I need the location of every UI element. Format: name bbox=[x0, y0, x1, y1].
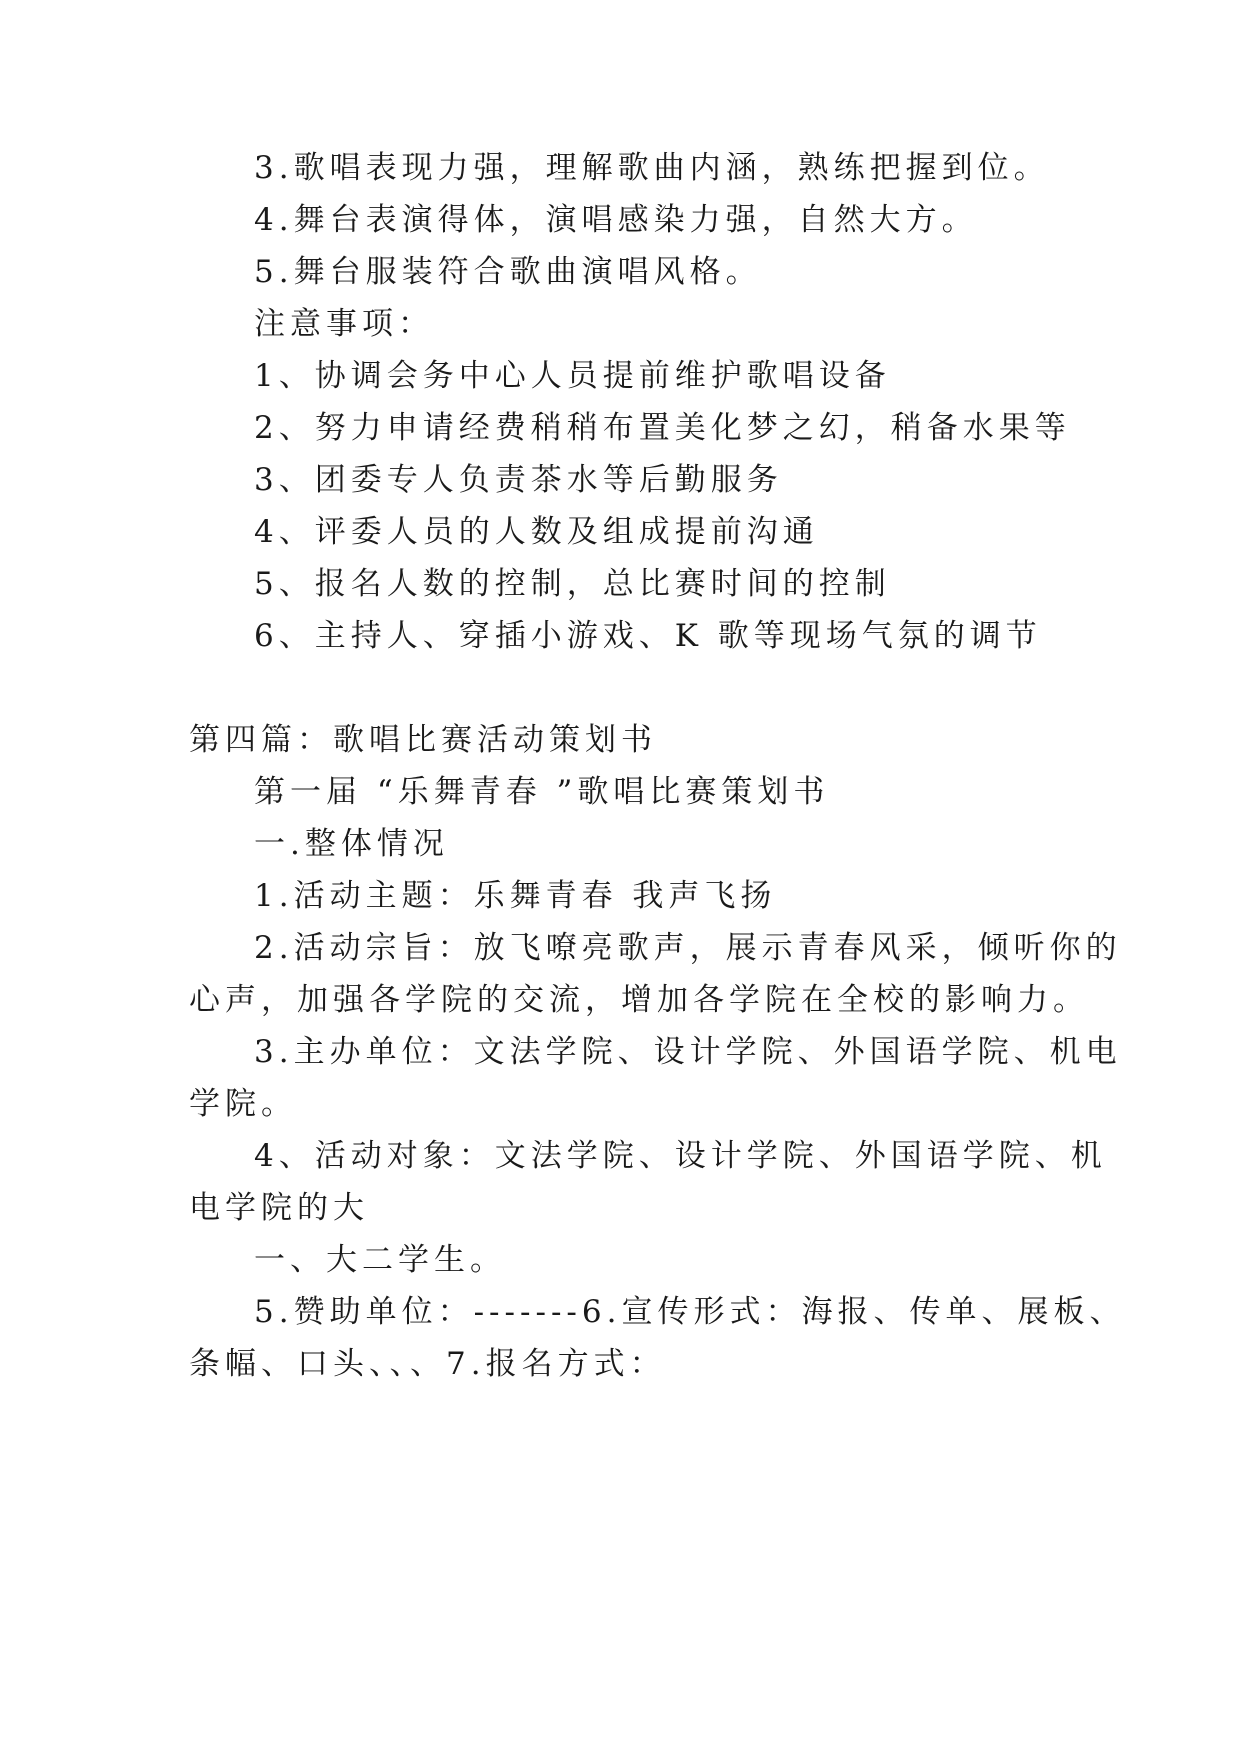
notes-item-5: 5、报名人数的控制，总比赛时间的控制 bbox=[254, 566, 891, 602]
target-line-1: 4、活动对象：文法学院、设计学院、外国语学院、机 bbox=[254, 1138, 1107, 1174]
organizer-line-2: 学院。 bbox=[189, 1086, 297, 1122]
activity-purpose-line-1: 2.活动宗旨：放飞嘹亮歌声，展示青春风采，倾听你的 bbox=[254, 930, 1122, 966]
target-line-2: 电学院的大 bbox=[189, 1190, 369, 1226]
criteria-item-4: 4.舞台表演得体，演唱感染力强，自然大方。 bbox=[254, 202, 978, 238]
sponsor-line-2: 条幅、口头、、、7.报名方式： bbox=[189, 1346, 666, 1382]
notes-item-3: 3、团委专人负责茶水等后勤服务 bbox=[254, 462, 783, 498]
activity-purpose-line-2: 心声，加强各学院的交流，增加各学院在全校的影响力。 bbox=[189, 982, 1089, 1018]
chapter-title: 第四篇：歌唱比赛活动策划书 bbox=[189, 722, 657, 758]
section-heading: 一.整体情况 bbox=[254, 826, 449, 862]
criteria-item-3: 3.歌唱表现力强，理解歌曲内涵，熟练把握到位。 bbox=[254, 150, 1050, 186]
notes-item-6: 6、主持人、穿插小游戏、K 歌等现场气氛的调节 bbox=[254, 618, 1042, 654]
chapter-subtitle: 第一届 “乐舞青春 ”歌唱比赛策划书 bbox=[254, 774, 830, 810]
notes-item-2: 2、努力申请经费稍稍布置美化梦之幻，稍备水果等 bbox=[254, 410, 1071, 446]
sponsor-line-1: 5.赞助单位：-------6.宣传形式：海报、传单、展板、 bbox=[254, 1294, 1126, 1330]
organizer-line-1: 3.主办单位：文法学院、设计学院、外国语学院、机电 bbox=[254, 1034, 1122, 1070]
target-line-3: 一、大二学生。 bbox=[254, 1242, 506, 1278]
criteria-item-5: 5.舞台服装符合歌曲演唱风格。 bbox=[254, 254, 762, 290]
activity-theme: 1.活动主题：乐舞青春 我声飞扬 bbox=[254, 878, 777, 914]
notes-heading: 注意事项： bbox=[254, 306, 434, 342]
notes-item-1: 1、协调会务中心人员提前维护歌唱设备 bbox=[254, 358, 891, 394]
notes-item-4: 4、评委人员的人数及组成提前沟通 bbox=[254, 514, 819, 550]
